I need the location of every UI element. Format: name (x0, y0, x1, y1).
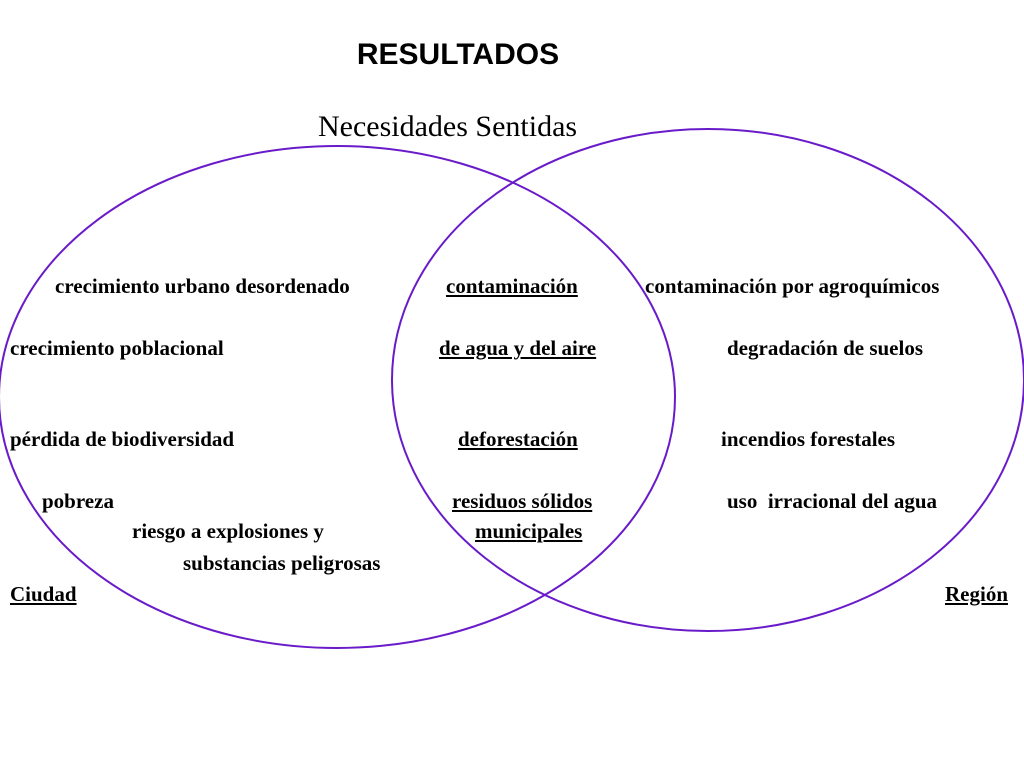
ciudad-item: substancias peligrosas (183, 551, 381, 575)
shared-item: municipales (475, 519, 583, 543)
region-label: Región (945, 582, 1008, 606)
shared-item: contaminación (446, 274, 578, 298)
ciudad-item: pérdida de biodiversidad (10, 427, 235, 451)
region-item: contaminación por agroquímicos (645, 274, 940, 298)
ciudad-label: Ciudad (10, 582, 77, 606)
shared-item: de agua y del aire (439, 336, 597, 360)
ciudad-item: crecimiento urbano desordenado (55, 274, 350, 298)
ciudad-item: crecimiento poblacional (10, 336, 224, 360)
page-title: RESULTADOS (356, 38, 560, 71)
diagram-subtitle: Necesidades Sentidas (318, 110, 578, 143)
ciudad-item: riesgo a explosiones y (132, 519, 324, 543)
shared-item: residuos sólidos (452, 489, 593, 513)
shared-item: deforestación (458, 427, 578, 451)
region-circle (392, 129, 1024, 631)
region-item: uso irracional del agua (727, 489, 938, 513)
ciudad-item: pobreza (42, 489, 114, 513)
region-item: incendios forestales (721, 427, 896, 451)
region-item: degradación de suelos (727, 336, 924, 360)
